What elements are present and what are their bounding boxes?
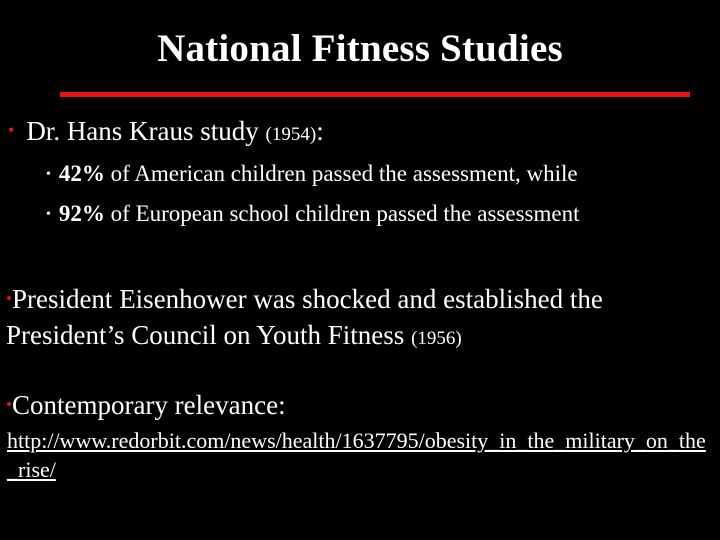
- bullet-icon: •: [46, 207, 51, 222]
- bullet-icon: •: [6, 395, 12, 414]
- slide-title: National Fitness Studies: [157, 27, 563, 70]
- bullet-icon: •: [6, 289, 12, 308]
- european-percent: 92%: [58, 201, 105, 226]
- bullet-kraus-study: [8, 116, 324, 147]
- eisenhower-year: (1956): [411, 328, 462, 349]
- kraus-study-text: Dr. Hans Kraus study: [26, 116, 259, 146]
- eisenhower-text: President Eisenhower was shocked and established the President’s Council on Youth Fitness: [6, 284, 603, 350]
- sub-bullet-european: [46, 201, 579, 227]
- european-text: of European school children passed the assessment: [110, 201, 580, 226]
- kraus-study-year: (1954): [265, 124, 317, 145]
- bullet-contemporary: [6, 387, 706, 423]
- kraus-study-colon: :: [316, 116, 324, 146]
- bullet-icon: •: [46, 167, 51, 182]
- american-percent: 42%: [58, 161, 105, 186]
- bullet-icon: •: [8, 120, 15, 140]
- contemporary-text: Contemporary relevance:: [11, 390, 286, 420]
- redorbit-link[interactable]: http://www.redorbit.com/news/health/1637795/obesity_in_the_military_on_the_rise/: [7, 428, 706, 482]
- american-text: of American children passed the assessment, while: [110, 161, 578, 186]
- title-divider: [60, 92, 690, 97]
- bullet-eisenhower: [6, 281, 706, 357]
- sub-bullet-american: [46, 161, 578, 187]
